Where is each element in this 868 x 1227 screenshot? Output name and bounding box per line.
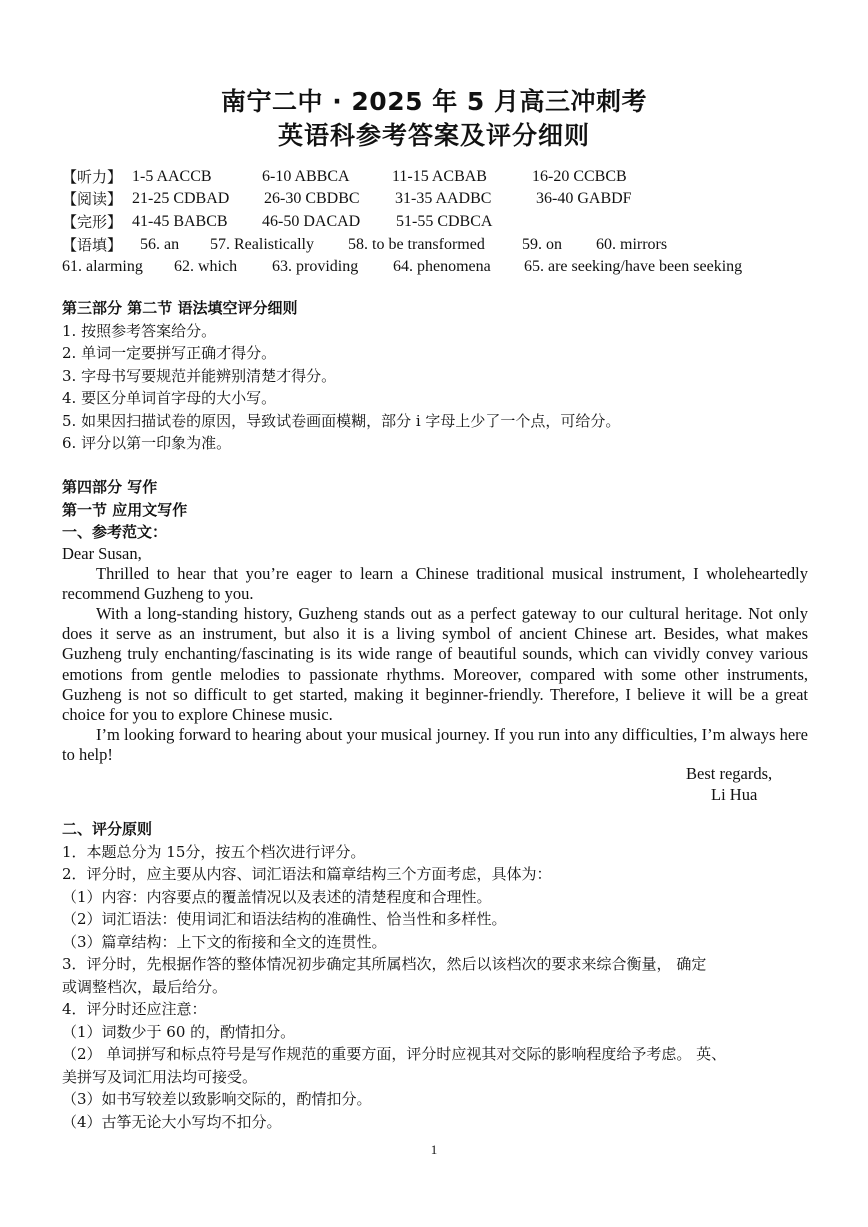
answer-item: 60. mirrors — [596, 236, 668, 253]
answer-group: 46-50 DACAD — [262, 213, 361, 230]
answer-group: 16-20 CCBCB — [532, 168, 627, 185]
letter-signature: Li Hua — [711, 785, 758, 804]
scoring-line: （3）如书写较差以致影响交际的，酌情扣分。 — [62, 1090, 372, 1108]
letter-paragraph: I’m looking forward to hearing about your musical journey. If you run into any difficulties, I’m always here to help! — [62, 725, 808, 765]
letter-salutation: Dear Susan, — [62, 543, 142, 563]
scoring-line: 美拼写及词汇用法均可接受。 — [62, 1067, 258, 1086]
answer-item: 64. phenomena — [393, 258, 491, 275]
section-label: 【听力】 — [62, 168, 123, 186]
answer-item: 62. which — [174, 258, 238, 275]
scoring-line: （4）古筝无论大小写均不扣分。 — [62, 1112, 282, 1131]
sample-heading: 一、参考范文： — [62, 523, 168, 541]
scoring-line: （2） 单词拼写和标点符号是写作规范的重要方面，评分时应视其对交际的影响程度给予考虑。 英、 — [62, 1045, 727, 1063]
answer-group: 36-40 GABDF — [536, 190, 632, 207]
scoring-line: 2．评分时，应主要从内容、词汇语法和篇章结构三个方面考虑，具体为： — [62, 865, 552, 883]
answer-item: 65. are seeking/have been seeking — [524, 258, 743, 275]
answer-group: 41-45 BABCB — [132, 213, 228, 230]
grammar-rules-section — [62, 297, 808, 455]
letter-paragraph: With a long-standing history, Guzheng stands out as a perfect gateway to our cultural heritage. Not only does it serve as an instrument, but also it is a living symbol of ancient Chinese art. Besides, what makes Guzheng truly enchanting/fascinating is its wide range of beautiful sounds, which can vividly convey various emotions from gentle melodies to passionate rhythms. Moreover, compared with some other instruments, Guzheng is not so difficult to get started, making it beginner-friendly. Therefore, I believe it will be a great choice for you to explore Chinese music. — [62, 603, 808, 724]
rule-item: 4. 要区分单词首字母的大小写。 — [62, 389, 277, 407]
answer-group: 11-15 ACBAB — [392, 168, 487, 185]
answer-item: 59. on — [522, 236, 562, 253]
section-label: 【阅读】 — [62, 190, 123, 208]
scoring-line: 或调整档次，最后给分。 — [62, 977, 228, 996]
letter-paragraph: Thrilled to hear that you’re eager to learn a Chinese traditional musical instrument, I wholeheartedly recommend Guzheng to you. — [62, 563, 808, 603]
scoring-line: 3．评分时，先根据作答的整体情况初步确定其所属档次，然后以该档次的要求来综合衡量， 确定 — [62, 955, 707, 973]
answer-group: 51-55 CDBCA — [396, 213, 493, 230]
scoring-line: （1）词数少于 60 的，酌情扣分。 — [62, 1022, 296, 1041]
page-title: 南宁二中 · 2025 年 5 月高三冲刺考 — [221, 87, 647, 116]
answer-group: 6-10 ABBCA — [262, 168, 350, 185]
answer-item: 56. an — [140, 236, 180, 253]
section-label: 【完形】 — [62, 213, 123, 231]
section-label: 【语填】 — [62, 236, 123, 254]
section-heading: 第三部分 第二节 语法填空评分细则 — [62, 299, 298, 317]
answer-group: 26-30 CBDBC — [264, 190, 360, 207]
answer-group: 1-5 AACCB — [132, 168, 212, 185]
writing-section — [62, 476, 808, 766]
letter-closing: Best regards, — [686, 764, 773, 783]
page-number: 1 — [430, 1142, 438, 1157]
answer-item: 57. Realistically — [210, 236, 314, 253]
answer-item: 63. providing — [272, 258, 359, 275]
scoring-line: 4．评分时还应注意： — [62, 1000, 207, 1018]
rule-item: 3. 字母书写要规范并能辨别清楚才得分。 — [62, 366, 337, 385]
rule-item: 6. 评分以第一印象为准。 — [62, 434, 232, 452]
section-heading: 二、评分原则 — [62, 820, 153, 838]
scoring-line: （1）内容：内容要点的覆盖情况以及表述的清楚程度和合理性。 — [62, 887, 492, 906]
section-heading: 第一节 应用文写作 — [62, 500, 188, 519]
rule-item: 2. 单词一定要拼写正确才得分。 — [62, 344, 277, 362]
part-heading: 第四部分 写作 — [62, 478, 158, 496]
scoring-line: （3）篇章结构：上下文的衔接和全文的连贯性。 — [62, 932, 387, 951]
scoring-line: （2）词汇语法：使用词汇和语法结构的准确性、恰当性和多样性。 — [62, 910, 507, 928]
scoring-section — [62, 818, 808, 1133]
answer-item: 61. alarming — [62, 258, 143, 275]
page-subtitle: 英语科参考答案及评分细则 — [277, 121, 590, 150]
answer-group: 21-25 CDBAD — [132, 190, 230, 207]
answer-item: 58. to be transformed — [348, 236, 485, 253]
scoring-line: 1．本题总分为 15分，按五个档次进行评分。 — [62, 842, 366, 861]
answer-group: 31-35 AADBC — [395, 190, 492, 207]
rule-item: 5. 如果因扫描试卷的原因，导致试卷画面模糊，部分 i 字母上少了一个点，可给分。 — [62, 411, 621, 430]
rule-item: 1. 按照参考答案给分。 — [62, 321, 217, 340]
